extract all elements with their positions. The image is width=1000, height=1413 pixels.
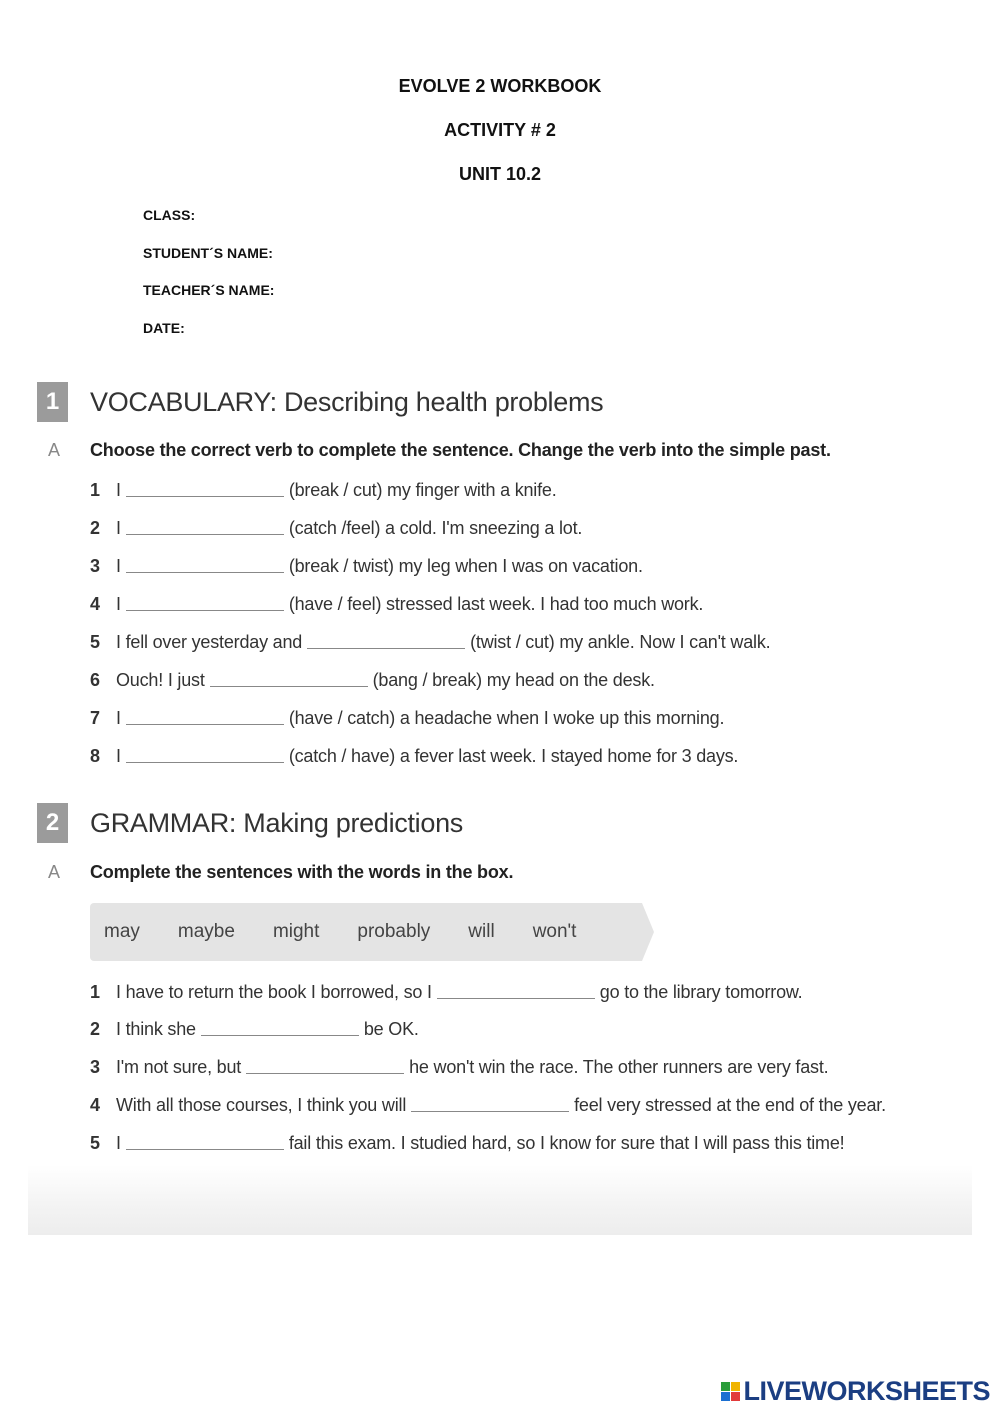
activity-title: ACTIVITY # 2 [444,120,556,140]
word-box-arrow [642,903,654,961]
section-2-part-letter: A [48,862,61,882]
logo-square [721,1392,730,1401]
section-1-title: VOCABULARY: Describing health problems [90,386,604,417]
answer-blank[interactable] [126,609,284,611]
item-text-after: be OK. [363,1019,419,1039]
exercise-item [90,1054,828,1078]
item-text-before: I [116,746,121,766]
answer-blank[interactable] [411,1110,569,1112]
answer-blank[interactable] [210,685,368,687]
answer-blank[interactable] [126,571,284,573]
item-number: 3 [90,1057,100,1077]
answer-blank[interactable] [126,761,284,763]
section-2-header [37,803,463,843]
item-text-before: I [116,1133,121,1153]
section-1-number: 1 [37,382,68,422]
item-text-before: I [116,556,121,576]
item-number: 1 [90,982,100,1002]
liveworksheets-logo[interactable] [721,1376,990,1407]
item-text-before: I [116,708,121,728]
answer-blank[interactable] [126,723,284,725]
section-2-instruction: Complete the sentences with the words in the box. [90,862,514,882]
item-text-after: fail this exam. I studied hard, so I know for sure that I will pass this time! [288,1133,845,1153]
item-text-before: I fell over yesterday and [116,632,303,652]
exercise-item [90,743,738,767]
item-text-before: I [116,480,121,500]
date-label: DATE: [143,320,185,336]
logo-square [731,1392,740,1401]
section-2-number: 2 [37,803,68,843]
unit-title: UNIT 10.2 [458,164,542,184]
exercise-item [90,667,655,691]
item-text-before: I think she [116,1019,196,1039]
item-text-after: feel very stressed at the end of the year. [574,1095,886,1115]
item-text-before: I'm not sure, but [116,1057,242,1077]
item-number: 4 [90,1095,100,1115]
answer-blank[interactable] [126,1148,284,1150]
exercise-item [90,705,724,729]
item-number: 2 [90,518,100,538]
word-bank-word: will [468,921,495,942]
item-text-after: (have / catch) a headache when I woke up this morning. [288,708,725,728]
word-bank-word: won't [532,921,577,942]
word-bank-word: may [104,921,140,942]
word-bank-word: maybe [177,921,235,942]
scan-fade-band [28,1165,972,1235]
section-1-header [37,382,603,422]
item-text-after: (catch /feel) a cold. I'm sneezing a lot. [288,518,583,538]
item-text-after: (break / twist) my leg when I was on vacation. [288,556,643,576]
item-text-after: (bang / break) my head on the desk. [372,670,655,690]
answer-blank[interactable] [307,647,465,649]
item-text-after: he won't win the race. The other runners are very fast. [409,1057,829,1077]
item-number: 4 [90,594,100,614]
section-1-instruction: Choose the correct verb to complete the sentence. Change the verb into the simple past. [90,440,831,460]
item-text-after: (break / cut) my finger with a knife. [288,480,557,500]
item-number: 7 [90,708,100,728]
workbook-title: EVOLVE 2 WORKBOOK [398,76,602,96]
word-bank-box [90,903,642,961]
item-text-before: Ouch! I just [116,670,205,690]
item-text-after: go to the library tomorrow. [599,982,803,1002]
item-text-before: I [116,594,121,614]
logo-square [721,1382,730,1391]
item-text-before: With all those courses, I think you will [116,1095,407,1115]
item-number: 5 [90,632,100,652]
item-number: 3 [90,556,100,576]
exercise-item [90,477,557,501]
answer-blank[interactable] [246,1072,404,1074]
section-1-part-letter: A [48,440,61,460]
answer-blank[interactable] [437,997,595,999]
item-text-before: I have to return the book I borrowed, so I [116,982,432,1002]
logo-text: LIVEWORKSHEETS [743,1376,990,1406]
item-number: 6 [90,670,100,690]
logo-square [731,1382,740,1391]
exercise-item [90,629,770,653]
answer-blank[interactable] [201,1034,359,1036]
item-text-after: (have / feel) stressed last week. I had too much work. [288,594,704,614]
exercise-item [90,979,803,1003]
exercise-item [90,1016,419,1040]
exercise-item [90,1092,886,1116]
section-2-title: GRAMMAR: Making predictions [90,807,464,838]
exercise-item [90,591,703,615]
answer-blank[interactable] [126,533,284,535]
item-text-after: (twist / cut) my ankle. Now I can't walk. [470,632,771,652]
item-text-before: I [116,518,121,538]
student-name-label: STUDENT´S NAME: [143,245,273,261]
item-number: 5 [90,1133,100,1153]
exercise-item [90,515,582,539]
answer-blank[interactable] [126,495,284,497]
item-number: 2 [90,1019,100,1039]
word-bank-word: might [272,921,320,942]
item-text-after: (catch / have) a fever last week. I stayed home for 3 days. [288,746,739,766]
teacher-name-label: TEACHER´S NAME: [143,282,275,298]
item-number: 8 [90,746,100,766]
word-bank-word: probably [357,921,431,942]
logo-mark-icon [721,1382,740,1401]
item-number: 1 [90,480,100,500]
class-label: CLASS: [143,207,196,223]
exercise-item [90,553,643,577]
exercise-item [90,1130,844,1154]
